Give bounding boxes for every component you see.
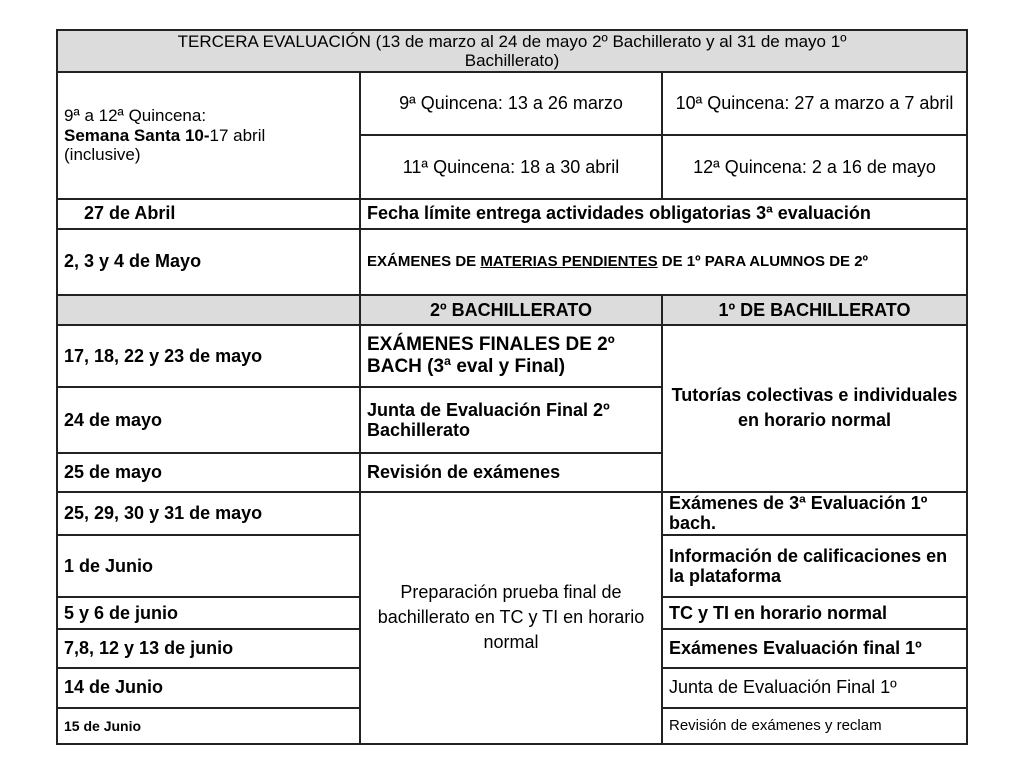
- pending-exams: [360, 229, 967, 295]
- semana-santa-label: Semana Santa 10-: [64, 125, 210, 145]
- date-17-23-mayo: 17, 18, 22 y 23 de mayo: [57, 325, 360, 387]
- final-exams-2-bach: EXÁMENES FINALES DE 2º BACH (3ª eval y Final): [360, 325, 662, 387]
- pending-exams-pre: EXÁMENES DE: [367, 253, 481, 271]
- date-7-13-junio: 7,8, 12 y 13 de junio: [57, 629, 360, 667]
- date-2-4-mayo: 2, 3 y 4 de Mayo: [57, 229, 360, 295]
- revision-examenes-2-bach: Revisión de exámenes: [360, 453, 662, 491]
- semana-santa-dates: 17 abril: [209, 125, 266, 145]
- title-line2: Bachillerato): [464, 51, 560, 71]
- quincena-9: 9ª Quincena: 13 a 26 marzo: [360, 72, 662, 135]
- tc-ti-horario: TC y TI en horario normal: [662, 597, 967, 629]
- header-1-bachillerato: 1º DE BACHILLERATO: [662, 295, 967, 325]
- date-5-6-junio: 5 y 6 de junio: [57, 597, 360, 629]
- date-27-abril: 27 de Abril: [57, 199, 360, 229]
- preparacion-prueba-final: Preparación prueba final de bachillerato en TC y TI en horario normal: [360, 492, 662, 744]
- header-2-bachillerato: 2º BACHILLERATO: [360, 295, 662, 325]
- calendar-table: [56, 29, 968, 745]
- quincena-11: 11ª Quincena: 18 a 30 abril: [360, 135, 662, 198]
- examenes-eval-final-1: Exámenes Evaluación final 1º: [662, 629, 967, 667]
- quincena-12: 12ª Quincena: 2 a 16 de mayo: [662, 135, 967, 198]
- deadline-activities: Fecha límite entrega actividades obligatorias 3ª evaluación: [360, 199, 967, 229]
- quincenas-range: 9ª a 12ª Quincena:: [64, 106, 207, 126]
- informacion-calificaciones: Información de calificaciones en la plataforma: [662, 535, 967, 597]
- date-25-31-mayo: 25, 29, 30 y 31 de mayo: [57, 492, 360, 536]
- quincenas-summary: [57, 72, 360, 198]
- evaluation-title: [57, 30, 967, 72]
- date-1-junio: 1 de Junio: [57, 535, 360, 597]
- date-24-mayo: 24 de mayo: [57, 387, 360, 453]
- examenes-3-eval-1-bach: Exámenes de 3ª Evaluación 1º bach.: [662, 492, 967, 536]
- empty-header-cell: [57, 295, 360, 325]
- junta-final-1: Junta de Evaluación Final 1º: [662, 668, 967, 708]
- date-14-junio: 14 de Junio: [57, 668, 360, 708]
- date-15-junio: 15 de Junio: [57, 708, 360, 744]
- revision-reclam-1: Revisión de exámenes y reclam: [662, 708, 967, 744]
- date-25-mayo: 25 de mayo: [57, 453, 360, 491]
- quincena-10: 10ª Quincena: 27 a marzo a 7 abril: [662, 72, 967, 135]
- inclusive-note: (inclusive): [64, 145, 141, 165]
- pending-exams-underlined: MATERIAS PENDIENTES: [480, 253, 658, 271]
- title-line1: TERCERA EVALUACIÓN (13 de marzo al 24 de mayo 2º Bachillerato y al 31 de mayo 1º: [177, 31, 847, 51]
- pending-exams-post: DE 1º PARA ALUMNOS DE 2º: [657, 253, 869, 271]
- junta-final-2-bach: Junta de Evaluación Final 2º Bachillerato: [360, 387, 662, 453]
- tutorias-1-bach: Tutorías colectivas e individuales en horario normal: [662, 325, 967, 492]
